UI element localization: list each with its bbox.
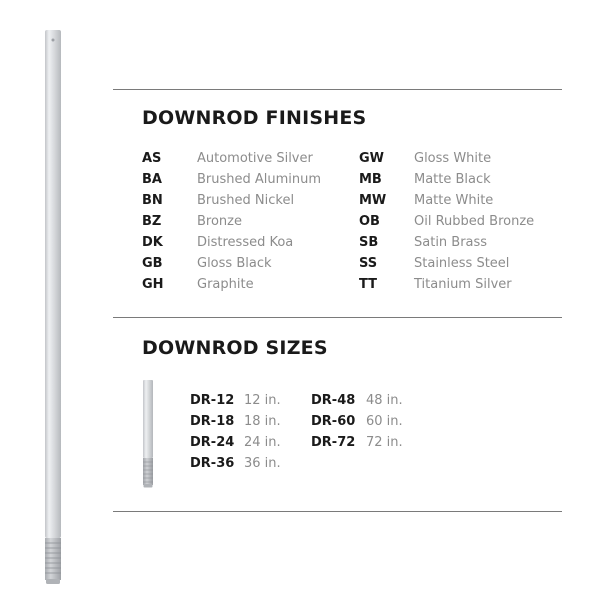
sizes-title: DOWNROD SIZES xyxy=(142,337,328,359)
finishes-title: DOWNROD FINISHES xyxy=(142,107,367,129)
finish-name: Gloss White xyxy=(414,151,492,166)
downrod-product-image xyxy=(40,30,66,585)
bottom-divider xyxy=(113,511,562,512)
size-length: 24 in. xyxy=(244,435,281,450)
size-length: 36 in. xyxy=(244,456,281,471)
size-code: DR-12 xyxy=(190,393,235,408)
finish-code: MW xyxy=(359,193,387,208)
size-code: DR-18 xyxy=(190,414,235,429)
finish-code: GW xyxy=(359,151,385,166)
finish-code: OB xyxy=(359,214,380,229)
finish-name: Automotive Silver xyxy=(197,151,313,166)
size-code: DR-48 xyxy=(311,393,356,408)
finish-code: AS xyxy=(142,151,162,166)
finish-code: BN xyxy=(142,193,163,208)
finish-name: Gloss Black xyxy=(197,256,272,271)
finish-code: SB xyxy=(359,235,379,250)
top-divider xyxy=(113,89,562,90)
finish-code: DK xyxy=(142,235,163,250)
finish-name: Matte Black xyxy=(414,172,491,187)
finish-name: Brushed Aluminum xyxy=(197,172,322,187)
finish-code: TT xyxy=(359,277,378,292)
finish-name: Satin Brass xyxy=(414,235,488,250)
size-length: 48 in. xyxy=(366,393,403,408)
size-length: 72 in. xyxy=(366,435,403,450)
finish-name: Bronze xyxy=(197,214,242,229)
size-length: 60 in. xyxy=(366,414,403,429)
finish-name: Graphite xyxy=(197,277,254,292)
finish-code: GB xyxy=(142,256,163,271)
size-length: 12 in. xyxy=(244,393,281,408)
finish-code: BZ xyxy=(142,214,162,229)
finish-code: BA xyxy=(142,172,162,187)
finish-name: Brushed Nickel xyxy=(197,193,295,208)
size-code: DR-24 xyxy=(190,435,235,450)
finish-name: Oil Rubbed Bronze xyxy=(414,214,535,229)
finish-code: SS xyxy=(359,256,378,271)
finish-code: GH xyxy=(142,277,164,292)
finish-name: Stainless Steel xyxy=(414,256,510,271)
middle-divider xyxy=(113,317,562,318)
size-code: DR-36 xyxy=(190,456,235,471)
finish-code: MB xyxy=(359,172,382,187)
finish-name: Titanium Silver xyxy=(414,277,512,292)
size-code: DR-60 xyxy=(311,414,356,429)
finish-name: Matte White xyxy=(414,193,494,208)
downrod-thumbnail-image xyxy=(141,380,155,488)
finish-name: Distressed Koa xyxy=(197,235,294,250)
size-length: 18 in. xyxy=(244,414,281,429)
size-code: DR-72 xyxy=(311,435,356,450)
